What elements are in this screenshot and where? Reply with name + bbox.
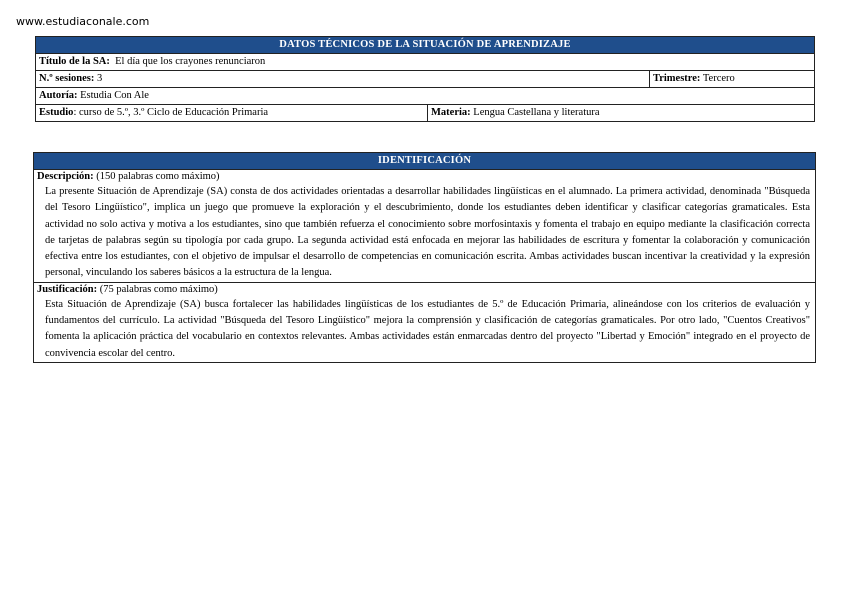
materia-label: Materia: bbox=[431, 107, 471, 118]
datos-tecnicos-title: DATOS TÉCNICOS DE LA SITUACIÓN DE APRENDIZAJE bbox=[36, 37, 815, 54]
titulo-row bbox=[36, 54, 815, 71]
materia-value: Lengua Castellana y literatura bbox=[473, 107, 600, 118]
estudio-value: : curso de 5.º, 3.º Ciclo de Educación Primaria bbox=[73, 107, 269, 118]
titulo-value: El día que los crayones renunciaron bbox=[115, 56, 266, 67]
identificacion-table bbox=[33, 152, 816, 363]
sesiones-value: 3 bbox=[97, 73, 103, 84]
sesiones-row bbox=[36, 71, 815, 88]
justificacion-row bbox=[34, 282, 816, 362]
justificacion-text: Esta Situación de Aprendizaje (SA) busca fortalecer las habilidades lingüísticas de los estudiantes de 5.º de Educación Primaria, alineándose con los criterios de evaluación y fundamentos del currículo. La actividad "Búsqueda del Tesoro Lingüístico" mejora la comprensión y clasificación de categorías gramaticales. Por otro lado, "Cuentos Creativos" fomenta la aplicación práctica del vocabulario en contextos relevantes. Ambas actividades están enmarcadas dentro del proyecto "Libertad y Emoción" integrado en el proyecto de convivencia escolar del centro. bbox=[45, 298, 810, 359]
descripcion-text: La presente Situación de Aprendizaje (SA) consta de dos actividades orientadas a desarrollar habilidades lingüísticas en el alumnado. La primera actividad, denominada "Búsqueda del Tesoro Lingüístico", implica un juego que promueve la exploración y el descubrimiento, donde los estudiantes deben identificar y clasificar categorías gramaticales. Esta actividad no solo activa y motiva a los estudiantes, sino que también refuerza el conocimiento sobre morfosintaxis y fomenta el trabajo en equipo mediante la clasificación correcta de tarjetas de palabras según su tipología por cada grupo. La segunda actividad está enfocada en mejorar las habilidades de escritura y fomentar la colaboración y comunicación efectiva entre los estudiantes, con el objetivo de impulsar el desarrollo de competencias en comunicación escrita. Ambas actividades buscan incentivar la creatividad y la expresión personal, vinculando los saberes básicos a la estructura de la lengua. bbox=[45, 186, 810, 279]
autoria-row bbox=[36, 88, 815, 105]
titulo-label: Título de la SA: bbox=[39, 56, 110, 67]
estudio-label: Estudio bbox=[39, 107, 74, 118]
identificacion-title: IDENTIFICACIÓN bbox=[34, 153, 816, 170]
autoria-label: Autoría: bbox=[39, 90, 78, 101]
datos-tecnicos-table bbox=[35, 36, 815, 122]
trimestre-value: Tercero bbox=[702, 73, 735, 84]
site-url: www.estudiaconale.com bbox=[16, 15, 150, 28]
trimestre-label: Trimestre: bbox=[653, 73, 701, 84]
descripcion-label: Descripción: bbox=[37, 171, 94, 182]
descripcion-hint: (150 palabras como máximo) bbox=[96, 171, 220, 182]
descripcion-row bbox=[34, 170, 816, 283]
autoria-value: Estudia Con Ale bbox=[80, 90, 149, 101]
sesiones-label: N.º sesiones: bbox=[39, 73, 95, 84]
estudio-row bbox=[36, 105, 815, 122]
justificacion-hint: (75 palabras como máximo) bbox=[99, 283, 218, 295]
justificacion-label: Justificación: bbox=[37, 283, 98, 295]
